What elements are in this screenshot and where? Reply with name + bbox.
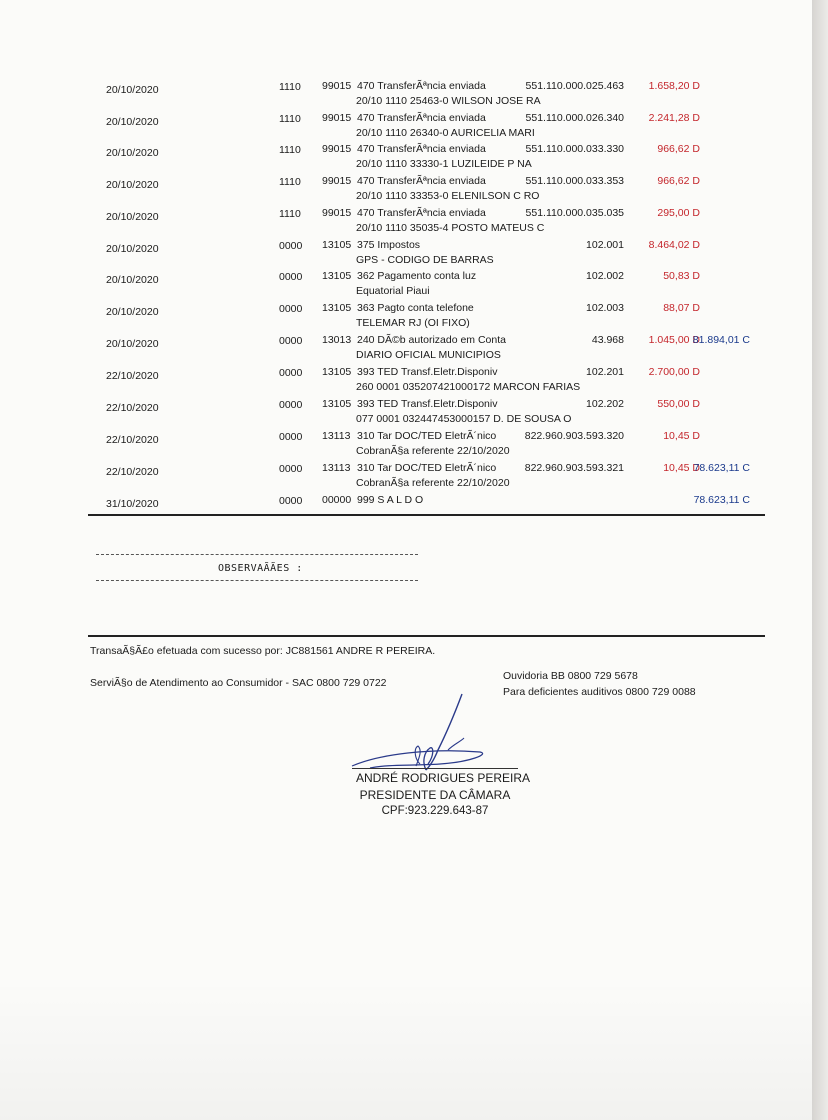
transaction-lote: 13113 (322, 462, 351, 474)
transaction-detail: CobranÃ§a referente 22/10/2020 (356, 445, 510, 457)
footer-rule (88, 635, 765, 637)
transaction-lote: 13013 (322, 334, 352, 346)
page-shadow (0, 980, 812, 1120)
transaction-agency: 0000 (279, 399, 303, 411)
transaction-date: 22/10/2020 (106, 466, 159, 478)
transaction-lote: 99015 (322, 143, 352, 155)
transaction-agency: 0000 (279, 335, 303, 347)
transaction-lote: 13105 (322, 398, 352, 410)
transaction-date: 20/10/2020 (106, 338, 159, 350)
transaction-agency: 0000 (279, 367, 303, 379)
page-edge (812, 0, 828, 1120)
transaction-date: 20/10/2020 (106, 84, 159, 96)
observations-dash-top (96, 554, 418, 555)
transaction-date: 22/10/2020 (106, 370, 159, 382)
transaction-detail: 20/10 1110 35035-4 POSTO MATEUS C (356, 222, 545, 234)
transaction-agency: 0000 (279, 240, 303, 252)
observations-dash-bottom (96, 580, 418, 581)
transaction-lote: 13113 (322, 430, 351, 442)
transaction-balance: 78.623,11 C (693, 462, 750, 474)
transaction-lote: 13105 (322, 239, 352, 251)
ouvidoria-text: Ouvidoria BB 0800 729 5678 (503, 670, 638, 682)
transaction-history: 393 TED Transf.Eletr.Disponiv (357, 398, 498, 410)
transaction-lote: 00000 (322, 494, 352, 506)
transaction-document: 551.110.000.033.330 (525, 143, 624, 155)
statement-end-rule (88, 514, 765, 516)
transaction-history: 393 TED Transf.Eletr.Disponiv (357, 366, 498, 378)
transaction-history: 999 S A L D O (357, 494, 424, 506)
transaction-agency: 1110 (279, 208, 301, 220)
transaction-lote: 13105 (322, 302, 352, 314)
transaction-history: 470 TransferÃªncia enviada (357, 80, 486, 92)
transaction-document: 822.960.903.593.320 (524, 430, 624, 442)
transaction-history: 310 Tar DOC/TED EletrÃ´nico (357, 430, 497, 442)
transaction-document: 551.110.000.033.353 (525, 175, 624, 187)
transaction-history: 375 Impostos (357, 239, 421, 251)
transaction-value: 2.241,28 D (648, 112, 700, 124)
transaction-row (0, 330, 812, 362)
transaction-value: 2.700,00 D (648, 366, 700, 378)
transaction-agency: 0000 (279, 271, 303, 283)
transaction-date: 20/10/2020 (106, 116, 159, 128)
transaction-lote: 99015 (322, 175, 352, 187)
transaction-value: 1.045,00 D (648, 334, 700, 346)
transaction-detail: DIARIO OFICIAL MUNICIPIOS (356, 349, 501, 361)
transaction-agency: 0000 (279, 431, 303, 443)
transaction-document: 102.202 (586, 398, 624, 410)
transaction-row (0, 108, 812, 140)
signature-line (352, 768, 518, 769)
transaction-row (0, 298, 812, 330)
transaction-balance: 81.894,01 C (692, 334, 750, 346)
transaction-document: 551.110.000.035.035 (525, 207, 624, 219)
transaction-lote: 99015 (322, 112, 352, 124)
transaction-row (0, 171, 812, 203)
transaction-date: 22/10/2020 (106, 402, 159, 414)
transaction-date: 20/10/2020 (106, 211, 159, 223)
transaction-agency: 1110 (279, 176, 301, 188)
transaction-agency: 1110 (279, 113, 301, 125)
transaction-agency: 1110 (279, 81, 301, 93)
transaction-row (0, 362, 812, 394)
transaction-date: 20/10/2020 (106, 274, 159, 286)
transaction-value: 88,07 D (663, 302, 700, 314)
transaction-date: 20/10/2020 (106, 147, 159, 159)
transaction-lote: 13105 (322, 366, 352, 378)
transaction-detail: 20/10 1110 33353-0 ELENILSON C RO (356, 190, 540, 202)
transaction-agency: 0000 (279, 463, 303, 475)
transaction-date: 20/10/2020 (106, 243, 159, 255)
transaction-agency: 1110 (279, 144, 301, 156)
transaction-detail: CobranÃ§a referente 22/10/2020 (356, 477, 510, 489)
transaction-date: 20/10/2020 (106, 179, 159, 191)
transaction-history: 310 Tar DOC/TED EletrÃ´nico (357, 462, 497, 474)
transaction-history: 470 TransferÃªncia enviada (357, 112, 486, 124)
transaction-history: 470 TransferÃªncia enviada (357, 143, 486, 155)
transaction-detail: 077 0001 032447453000157 D. DE SOUSA O (356, 413, 572, 425)
sac-text: ServiÃ§o de Atendimento ao Consumidor - SAC 0800 729 0722 (90, 677, 387, 689)
transaction-row (0, 490, 812, 522)
handwritten-signature (330, 690, 500, 780)
transaction-row (0, 266, 812, 298)
transaction-history: 240 DÃ©b autorizado em Conta (357, 334, 506, 346)
transaction-value: 550,00 D (657, 398, 700, 410)
observations-label: OBSERVAÃÃES : (218, 563, 303, 574)
signer-role: PRESIDENTE DA CÂMARA (359, 788, 511, 802)
transaction-history: 470 TransferÃªncia enviada (357, 207, 486, 219)
deficientes-text: Para deficientes auditivos 0800 729 0088 (503, 686, 696, 698)
transaction-value: 10,45 D (663, 462, 700, 474)
transaction-row (0, 139, 812, 171)
transaction-lote: 13105 (322, 270, 352, 282)
transaction-detail: 20/10 1110 26340-0 AURICELIA MARI (356, 127, 535, 139)
transaction-history: 362 Pagamento conta luz (357, 270, 477, 282)
transaction-agency: 0000 (279, 303, 303, 315)
transaction-detail: 20/10 1110 33330-1 LUZILEIDE P NA (356, 158, 532, 170)
transaction-row (0, 458, 812, 490)
transaction-value: 50,83 D (663, 270, 700, 282)
signer-cpf: CPF:923.229.643-87 (381, 805, 489, 817)
transaction-row (0, 203, 812, 235)
transaction-lote: 99015 (322, 207, 352, 219)
transaction-detail: 260 0001 035207421000172 MARCON FARIAS (356, 381, 581, 393)
transaction-document: 102.201 (586, 366, 624, 378)
transaction-history: 363 Pagto conta telefone (357, 302, 474, 314)
transaction-value: 295,00 D (657, 207, 700, 219)
transaction-document: 43.968 (591, 334, 624, 346)
transaction-document: 822.960.903.593.321 (524, 462, 624, 474)
transaction-document: 102.003 (586, 302, 624, 314)
transaction-balance: 78.623,11 C (693, 494, 750, 506)
transaction-date: 22/10/2020 (106, 434, 159, 446)
transaction-date: 20/10/2020 (106, 306, 159, 318)
transaction-row (0, 394, 812, 426)
transaction-lote: 99015 (322, 80, 352, 92)
transaction-document: 102.002 (586, 270, 624, 282)
transaction-detail: 20/10 1110 25463-0 WILSON JOSE RA (356, 95, 541, 107)
transaction-agency: 0000 (279, 495, 303, 507)
transaction-row (0, 426, 812, 458)
transaction-success-text: TransaÃ§Ã£o efetuada com sucesso por: JC881561 ANDRE R PEREIRA. (90, 645, 436, 657)
transaction-document: 551.110.000.026.340 (525, 112, 624, 124)
transaction-value: 10,45 D (663, 430, 700, 442)
transaction-document: 102.001 (586, 239, 624, 251)
transaction-value: 966,62 D (657, 175, 700, 187)
transaction-detail: GPS - CODIGO DE BARRAS (356, 254, 494, 266)
signer-name: ANDRÉ RODRIGUES PEREIRA (356, 771, 531, 785)
transaction-date: 31/10/2020 (106, 498, 159, 510)
transaction-detail: TELEMAR RJ (OI FIXO) (356, 317, 470, 329)
transaction-value: 1.658,20 D (648, 80, 700, 92)
transaction-row (0, 235, 812, 267)
transaction-value: 966,62 D (657, 143, 700, 155)
transaction-history: 470 TransferÃªncia enviada (357, 175, 486, 187)
transaction-value: 8.464,02 D (648, 239, 700, 251)
transaction-document: 551.110.000.025.463 (525, 80, 624, 92)
transaction-row (0, 76, 812, 108)
transaction-detail: Equatorial Piaui (356, 285, 430, 297)
